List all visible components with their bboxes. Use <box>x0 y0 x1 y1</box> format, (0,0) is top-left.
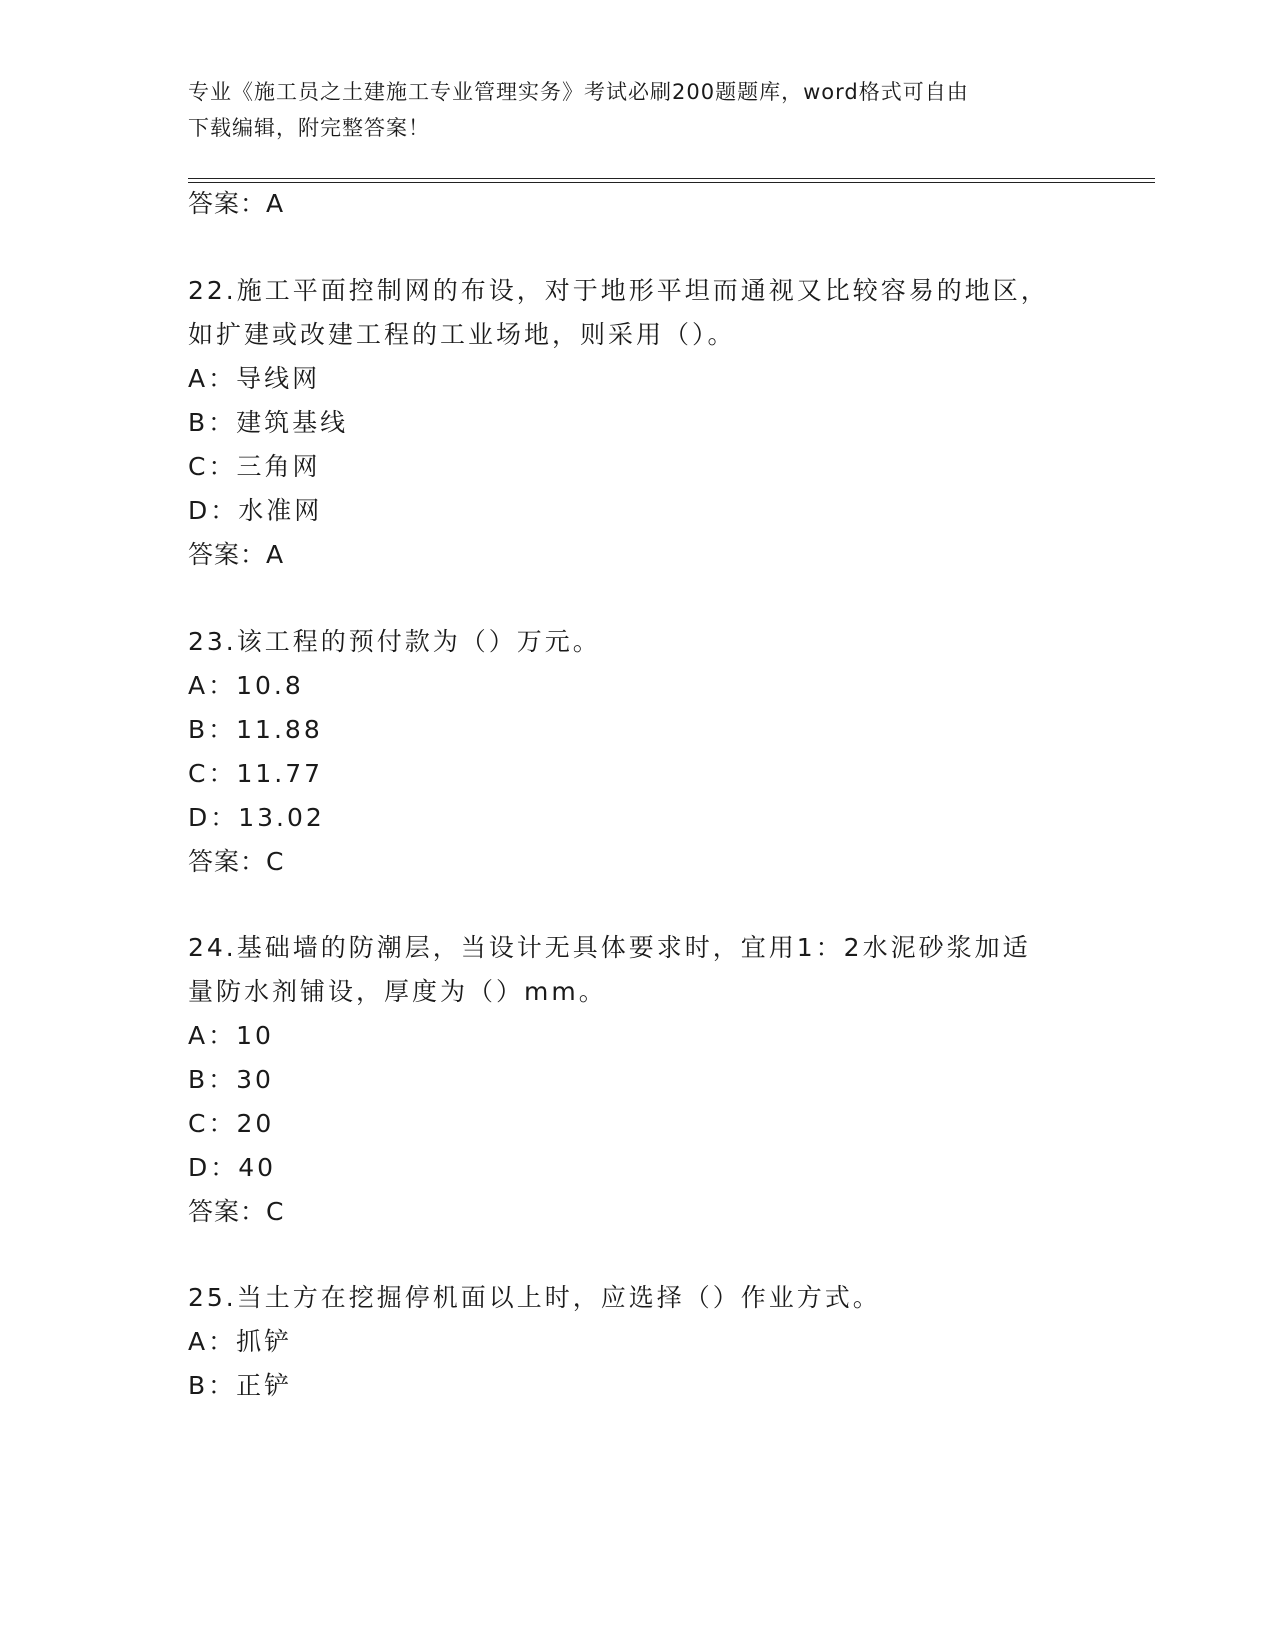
question-23-stem-line-1: 23.该工程的预付款为（）万元。 <box>188 627 601 656</box>
question-24-option-b: B：30 <box>188 1065 274 1094</box>
question-22-stem-line-2: 如扩建或改建工程的工业场地，则采用（）。 <box>188 320 736 349</box>
question-25-stem-line-1: 25.当土方在挖掘停机面以上时，应选择（）作业方式。 <box>188 1283 881 1312</box>
previous-answer: 答案：A <box>188 189 285 218</box>
page-header <box>188 74 1068 146</box>
question-22-option-d: D：水准网 <box>188 496 323 525</box>
question-23-option-b: B：11.88 <box>188 715 323 744</box>
question-22-answer: 答案：A <box>188 540 285 569</box>
question-22-option-a: A：导线网 <box>188 364 321 393</box>
question-22-option-c: C：三角网 <box>188 452 321 481</box>
question-24-answer: 答案：C <box>188 1197 285 1226</box>
header-line-1: 专业《施工员之土建施工专业管理实务》考试必刷200题题库，word格式可自由 <box>188 80 969 104</box>
question-25-option-b: B：正铲 <box>188 1371 293 1400</box>
question-24-stem-line-1: 24.基础墙的防潮层，当设计无具体要求时，宜用1：2水泥砂浆加适 <box>188 933 1031 962</box>
question-22-stem-line-1: 22.施工平面控制网的布设，对于地形平坦而通视又比较容易的地区， <box>188 276 1049 305</box>
header-line-2: 下载编辑，附完整答案！ <box>188 116 430 140</box>
question-24-stem-line-2: 量防水剂铺设，厚度为（）mm。 <box>188 977 607 1006</box>
question-23-option-d: D：13.02 <box>188 803 325 832</box>
question-25-option-a: A：抓铲 <box>188 1327 293 1356</box>
question-24-option-d: D：40 <box>188 1153 277 1182</box>
question-24-option-c: C：20 <box>188 1109 275 1138</box>
question-23-option-a: A：10.8 <box>188 671 304 700</box>
question-23-answer: 答案：C <box>188 847 285 876</box>
header-divider <box>188 178 1155 183</box>
question-22-option-b: B：建筑基线 <box>188 408 349 437</box>
question-24-option-a: A：10 <box>188 1021 274 1050</box>
question-23-option-c: C：11.77 <box>188 759 324 788</box>
